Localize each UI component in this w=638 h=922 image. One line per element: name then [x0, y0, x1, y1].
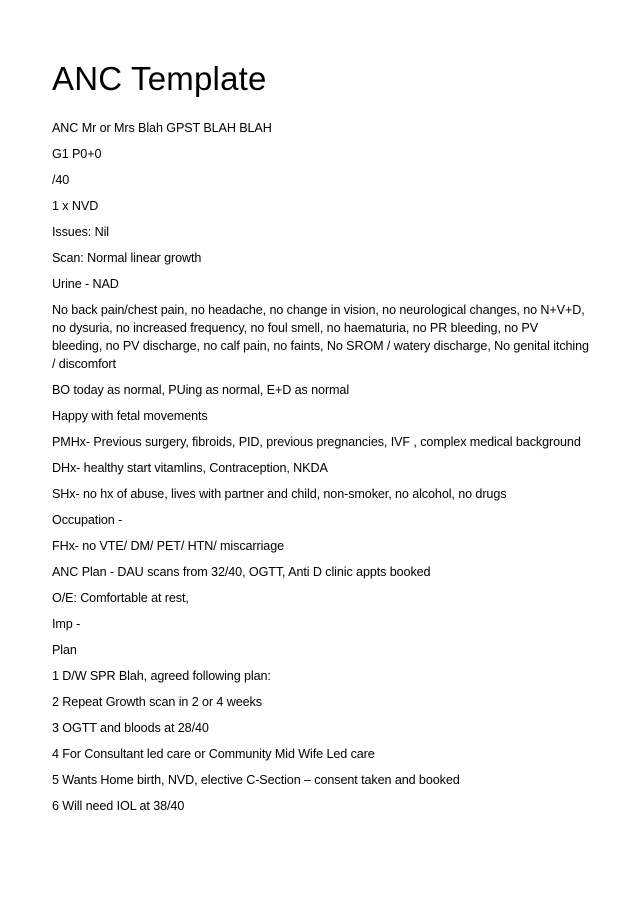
line-pmhx: PMHx- Previous surgery, fibroids, PID, previous pregnancies, IVF , complex medical background: [52, 435, 581, 449]
line-plan-item-1: 1 D/W SPR Blah, agreed following plan:: [52, 669, 271, 683]
line-plan-item-6: 6 Will need IOL at 38/40: [52, 799, 185, 813]
line-scan: Scan: Normal linear growth: [52, 251, 202, 265]
document-body: [52, 119, 590, 815]
line-impression: Imp -: [52, 617, 81, 631]
line-fetal-movements: Happy with fetal movements: [52, 409, 208, 423]
line-plan-item-3: 3 OGTT and bloods at 28/40: [52, 721, 209, 735]
line-plan-item-2: 2 Repeat Growth scan in 2 or 4 weeks: [52, 695, 262, 709]
line-examination: O/E: Comfortable at rest,: [52, 591, 189, 605]
document-title: ANC Template: [52, 60, 267, 97]
line-anc-plan: ANC Plan - DAU scans from 32/40, OGTT, Anti D clinic appts booked: [52, 565, 431, 579]
line-gestation: /40: [52, 173, 70, 187]
line-delivery-history: 1 x NVD: [52, 199, 99, 213]
line-issues: Issues: Nil: [52, 225, 109, 239]
line-plan-item-4: 4 For Consultant led care or Community Mid Wife Led care: [52, 747, 375, 761]
line-dhx: DHx- healthy start vitamlins, Contraception, NKDA: [52, 461, 328, 475]
line-fhx: FHx- no VTE/ DM/ PET/ HTN/ miscarriage: [52, 539, 285, 553]
line-bowels-urine: BO today as normal, PUing as normal, E+D as normal: [52, 383, 350, 397]
line-plan-item-5: 5 Wants Home birth, NVD, elective C-Section – consent taken and booked: [52, 773, 460, 787]
line-urine: Urine - NAD: [52, 277, 119, 291]
line-plan-heading: Plan: [52, 643, 77, 657]
line-patient-header: ANC Mr or Mrs Blah GPST BLAH BLAH: [52, 121, 272, 135]
line-shx: SHx- no hx of abuse, lives with partner and child, non-smoker, no alcohol, no drugs: [52, 487, 507, 501]
line-symptom-review: No back pain/chest pain, no headache, no change in vision, no neurological changes, no N+V+D, no dysuria, no increased frequency, no foul smell, no haematuria, no PR bleeding, no PV bleeding, no PV discharge, no calf pain, no faints, No SROM / watery discharge, No genital itching / discomfort: [52, 303, 589, 371]
line-gravidity-parity: G1 P0+0: [52, 147, 102, 161]
line-occupation: Occupation -: [52, 513, 123, 527]
